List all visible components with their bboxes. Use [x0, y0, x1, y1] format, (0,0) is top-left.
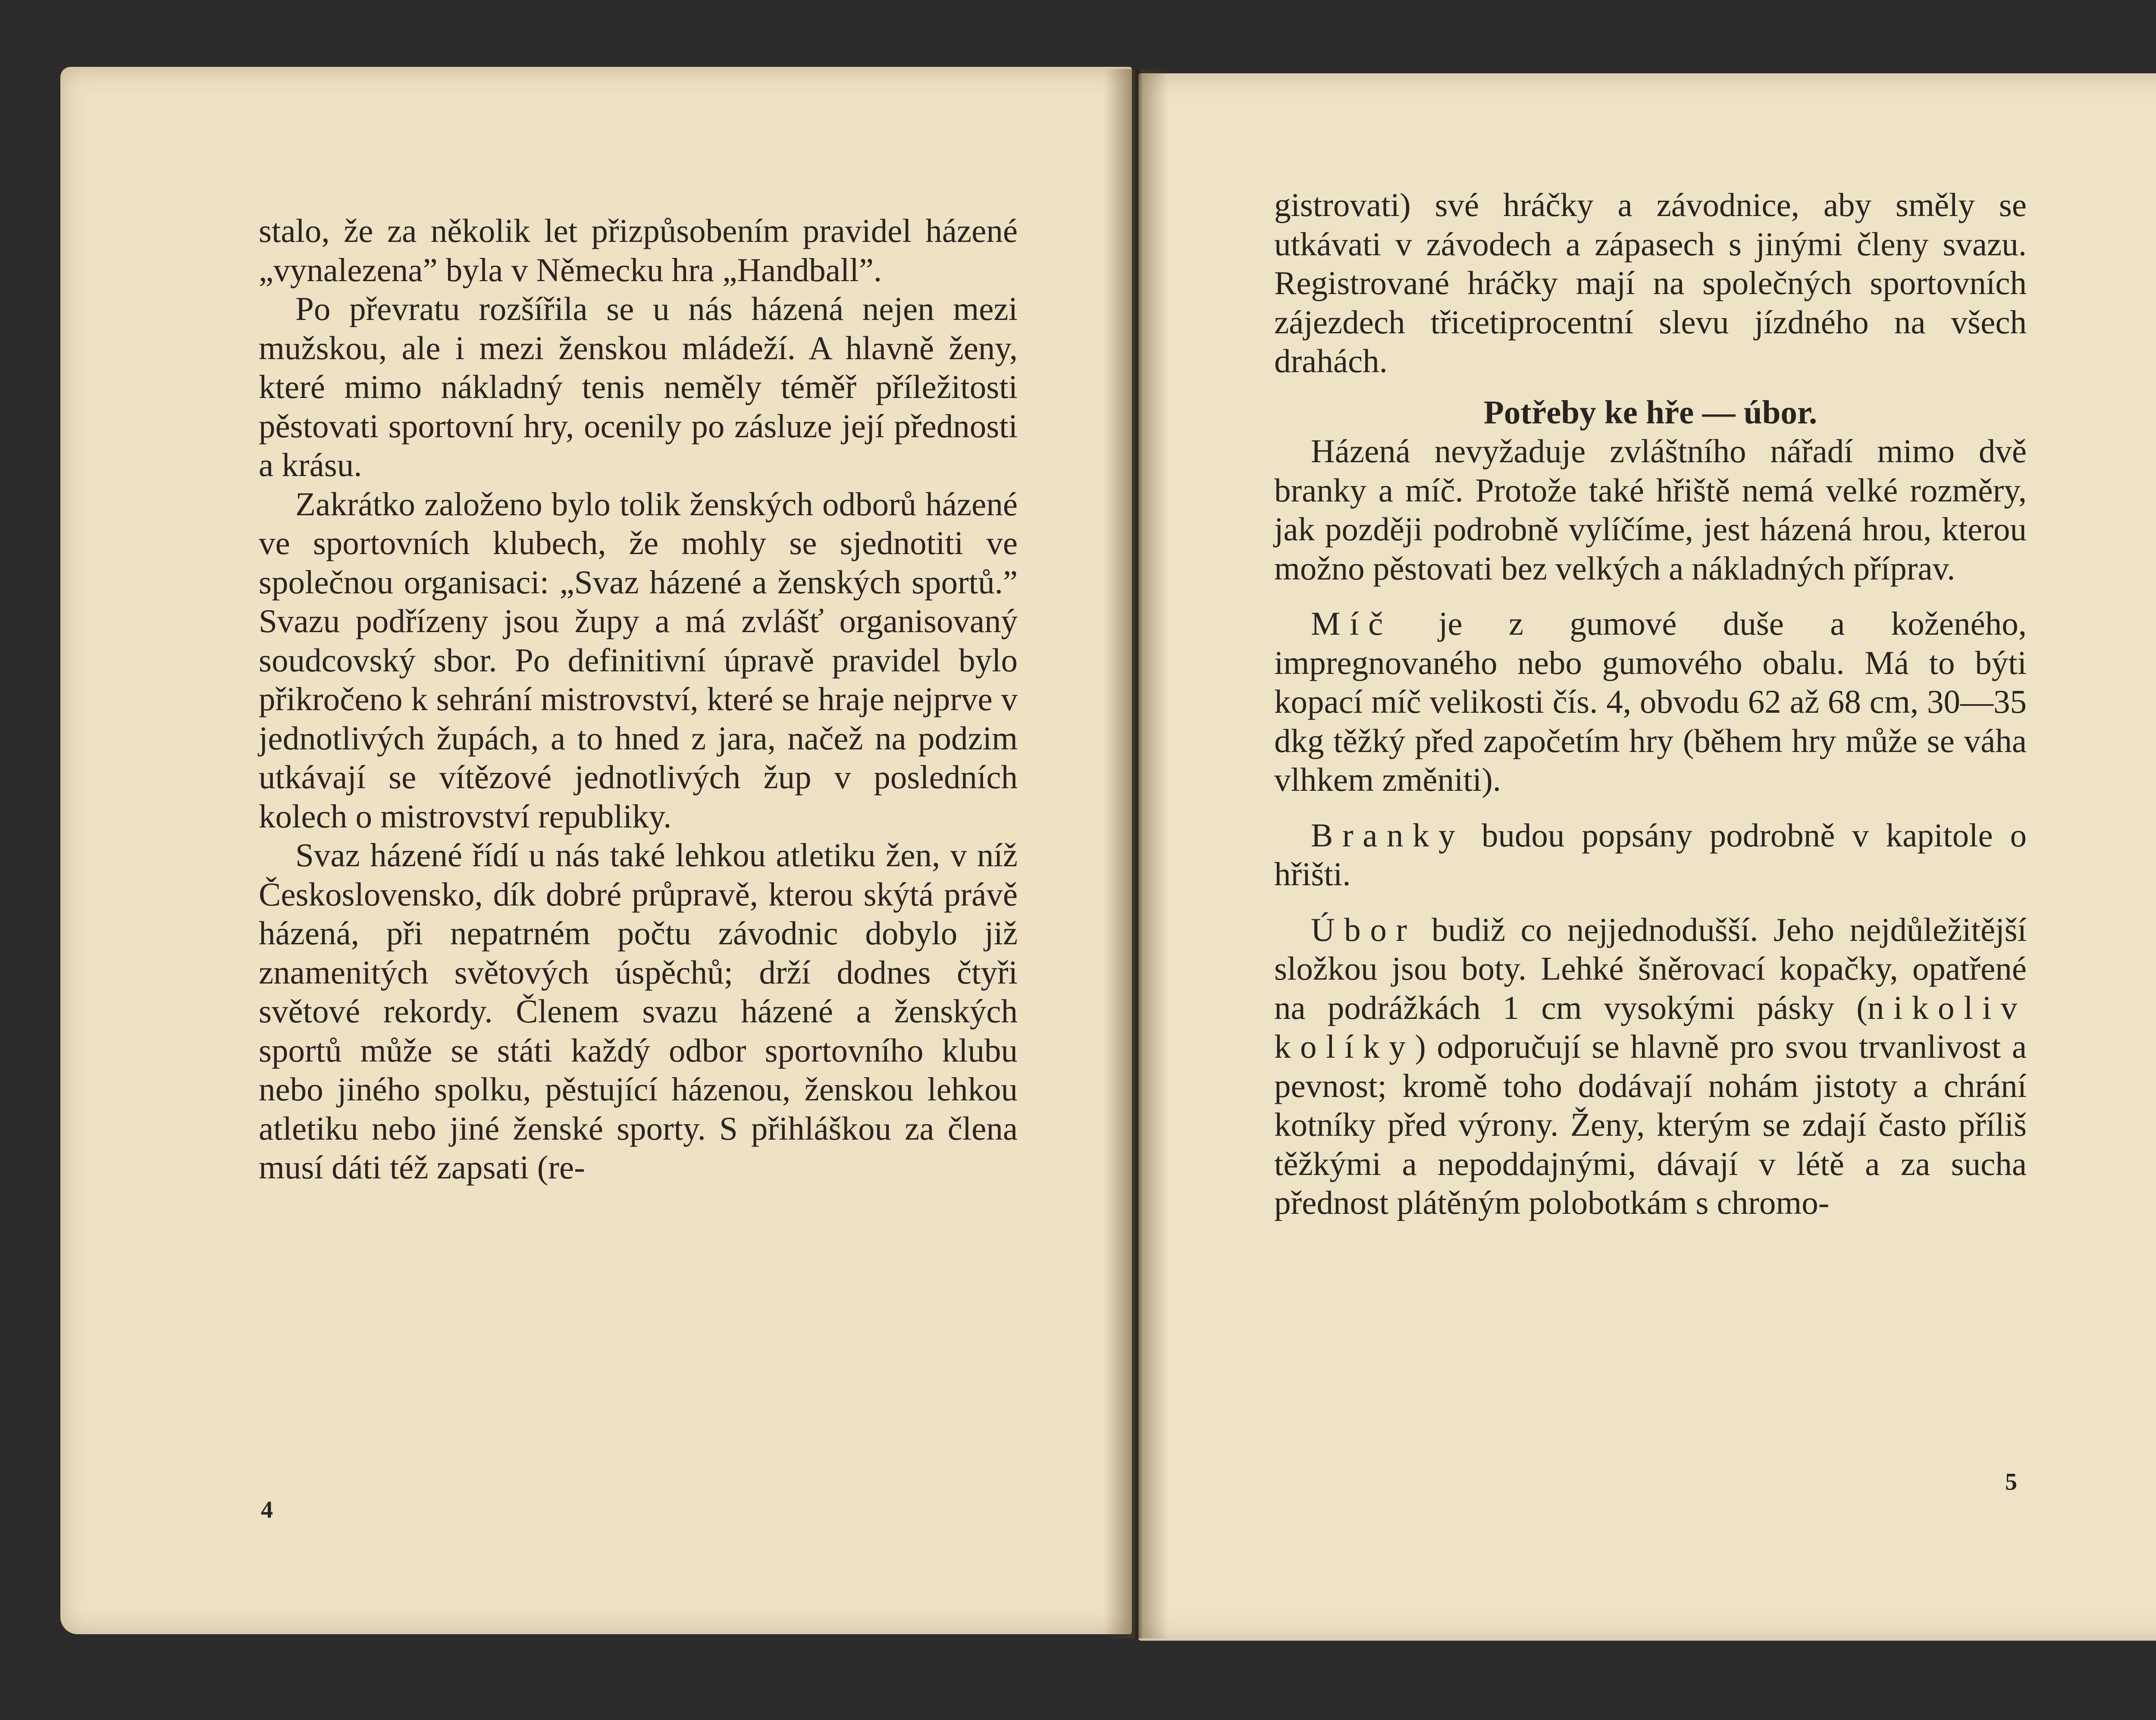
ball-term: Míč: [1311, 605, 1392, 642]
left-paragraph-4: Svaz házené řídí u nás také lehkou atletiku žen, v níž Československo, dík dobré průpravě, kterou skýtá právě házená, při nepatrném počtu závodnic dobylo již znamenitých světových úspěchů; drží dodnes čtyři světové rekordy. Členem svazu házené a ženských sportů může se státi každý odbor sportovního klubu nebo jiného spolku, pěstující házenou, ženskou lehkou atletiku nebo jiné ženské sporty. S přihláškou za člena musí dáti též zapsati (re-: [259, 837, 1018, 1186]
right-paragraph-3: [1274, 816, 2027, 894]
right-page-text: [1274, 185, 2027, 1222]
left-paragraph-1: stalo, že za několik let přizpůsobením pravidel házené „vynalezena” byla v Německu hra „Handball”.: [259, 212, 1018, 288]
outfit-text-2: ) odporučují se hlavně pro svou trvanlivost a pevnost; kromě toho dodávají nohám jistoty a chrání kotníky před výrony. Ženy, kterým se zdají často příliš těžkými a nepoddajnými, dávají v létě a za sucha přednost plátěným polobotkám s chromo-: [1274, 1028, 2027, 1221]
page-number-left: 4: [261, 1497, 273, 1523]
book-gutter: [1104, 69, 1169, 1639]
right-intro-paragraph: gistrovati) své hráčky a závodnice, aby směly se utkávati v závodech a zápasech s jinými členy svazu. Registrované hráčky mají na společných sportovních zájezdech třicetiprocentní slevu jízdného na všech drahách.: [1274, 186, 2027, 379]
left-page-text: [259, 211, 1018, 1187]
outfit-text-1: budiž co nejjednodušší. Jeho nejdůležitější složkou jsou boty. Lehké šněrovací kopačky, opatřené na podrážkách 1 cm vysokými pásky (: [1274, 911, 2027, 1026]
goals-term: Branky: [1311, 816, 1465, 854]
outfit-term: Úbor: [1311, 911, 1416, 948]
right-paragraph-1: Házená nevyžaduje zvláštního nářadí mimo dvě branky a míč. Protože také hřiště nemá velké rozměry, jak později podrobně vylíčíme, jest házená hrou, kterou možno pěstovati bez velkých a nákladných příprav.: [1274, 432, 2027, 587]
outfit-spaced-phrase: nikoliv kolíky: [1274, 989, 2027, 1065]
right-paragraph-2: [1274, 604, 2027, 799]
page-number-right: 5: [2005, 1469, 2017, 1495]
right-paragraph-4: [1274, 910, 2027, 1222]
left-paragraph-3: Zakrátko založeno bylo tolik ženských odborů házené ve sportovních klubech, že mohly se sjednotiti ve společnou organisaci: „Svaz házené a ženských sportů.” Svazu podřízeny jsou župy a má zvlášť organisovaný soudcovský sbor. Po definitivní úpravě pravidel bylo přikročeno k sehrání mistrovství, které se hraje nejprve v jednotlivých župách, a to hned z jara, načež na podzim utkávají se vítězové jednotlivých žup v posledních kolech o mistrovství republiky.: [259, 485, 1018, 835]
left-paragraph-2: Po převratu rozšířila se u nás házená nejen mezi mužskou, ale i mezi ženskou mládeží. A hlavně ženy, které mimo nákladný tenis neměly téměř příležitosti pěstovati sportovní hry, ocenily po zásluze její přednosti a krásu.: [259, 290, 1018, 483]
ball-text: je z gumové duše a koženého, impregnovaného nebo gumového obalu. Má to býti kopací míč velikosti čís. 4, obvodu 62 až 68 cm, 30—35 dkg těžký před započetím hry (během hry může se váha vlhkem změniti).: [1274, 605, 2027, 798]
section-heading: Potřeby ke hře — úbor.: [1483, 393, 1818, 431]
goals-text: budou popsány podrobně v kapitole o hřišti.: [1274, 816, 2027, 893]
